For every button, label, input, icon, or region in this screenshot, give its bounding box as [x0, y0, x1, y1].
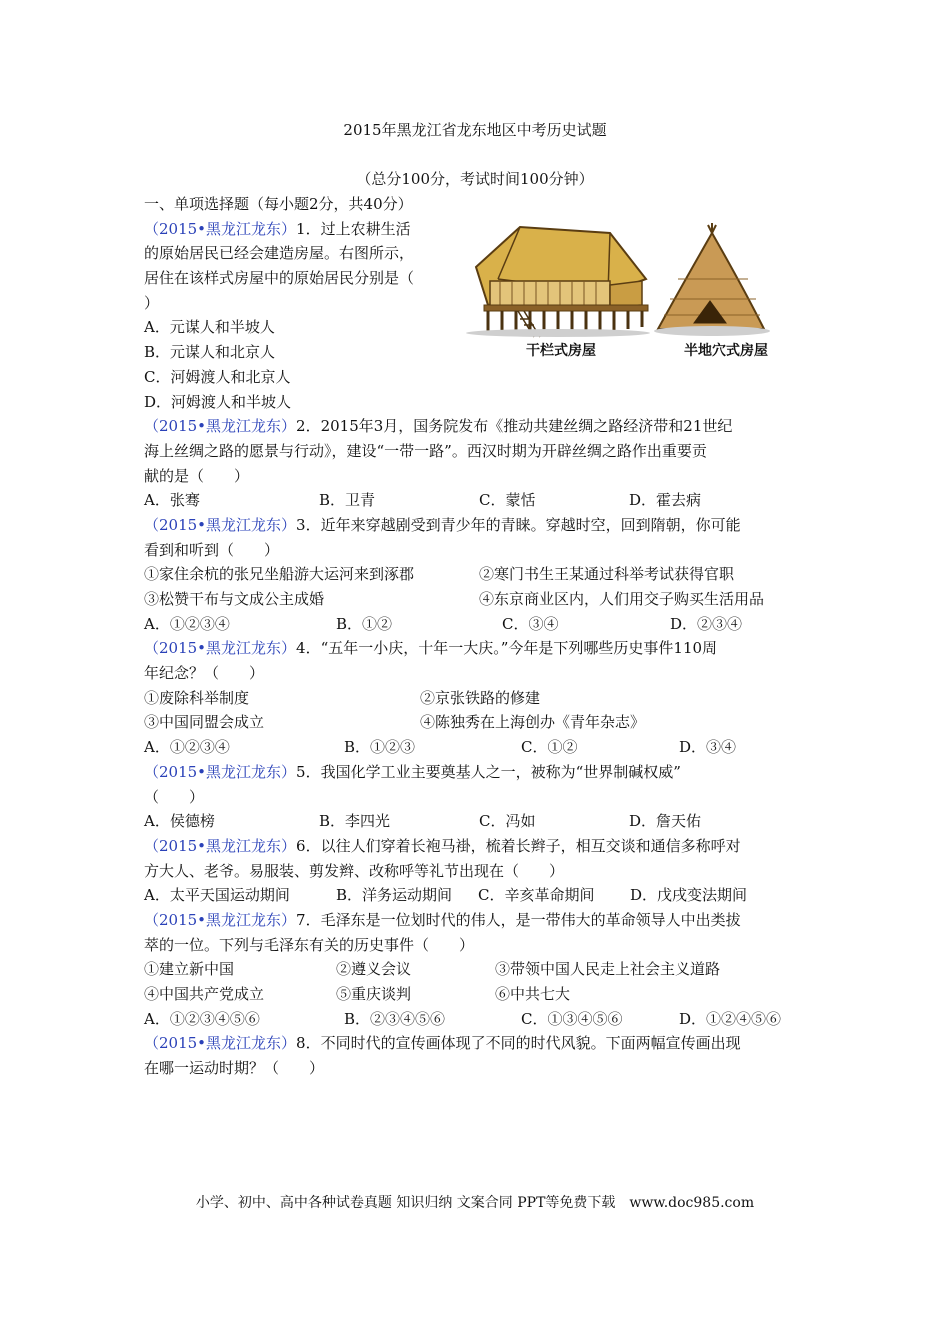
q3-option-a: A．①②③④ [144, 614, 230, 633]
q6-option-a: A．太平天国运动期间 [144, 886, 290, 905]
q5-options [144, 809, 809, 834]
q3-item-3: ③松赞干布与文成公主成婚 [144, 590, 325, 608]
q6-line-2: 方大人、老爷。易服装、剪发辫、改称呼等礼节出现在（ ） [144, 861, 565, 880]
page-title: 2015年黑龙江省龙东地区中考历史试题 [343, 121, 607, 139]
q7-line-1: （2015•黑龙江龙东）7．毛泽东是一位划时代的伟人，是一带伟大的革命领导人中出类拔 [144, 910, 741, 929]
q2-line-1: （2015•黑龙江龙东）2．2015年3月，国务院发布《推动共建丝绸之路经济带和21世纪 [144, 417, 733, 436]
q4-options [144, 735, 809, 760]
q3-items-row-2 [144, 587, 809, 612]
q7-options [144, 1007, 809, 1032]
q3-item-2: ②寒门书生王某通过科举考试获得官职 [479, 565, 735, 584]
caption-stilt-house: 干栏式房屋 [526, 343, 596, 359]
q4-line-2: 年纪念？（ ） [144, 664, 265, 683]
q3-item-1: ①家住余杭的张兄坐船游大运河来到涿郡 [144, 565, 415, 584]
q2-option-a: A．张骞 [144, 491, 200, 510]
q3-item-4: ④东京商业区内，人们用交子购买生活用品 [479, 590, 765, 608]
q4-option-d: D．③④ [679, 738, 737, 757]
page-subtitle: （总分100分，考试时间100分钟） [356, 170, 594, 188]
q7-option-a: A．①②③④⑤⑥ [144, 1009, 260, 1028]
q4-option-b: B．①②③ [344, 738, 416, 757]
q3-options [144, 612, 809, 637]
q7-items-row-1 [144, 957, 809, 982]
q7-option-d: D．①②④⑤⑥ [679, 1009, 782, 1028]
q7-line-2: 萃的一位。下列与毛泽东有关的历史事件（ ） [144, 935, 475, 954]
q6-option-d: D．戊戌变法期间 [630, 886, 748, 905]
q1-line-2: 的原始居民已经会建造房屋。右图所示， [144, 244, 415, 263]
page-footer: 小学、初中、高中各种试卷真题 知识归纳 文案合同 PPT等免费下载 www.doc985.com [195, 1195, 755, 1211]
q5-line-2: （ ） [144, 787, 205, 806]
q4-items-row-2 [144, 710, 809, 735]
source-tag: （2015•黑龙江龙东） [144, 219, 297, 238]
q4-item-1: ①废除科举制度 [144, 688, 250, 707]
q2-option-c: C．蒙恬 [479, 491, 536, 510]
q7-item-6: ⑥中共七大 [495, 985, 571, 1003]
q2-options [144, 488, 809, 513]
q4-option-a: A．①②③④ [144, 738, 230, 757]
source-tag: （2015•黑龙江龙东） [144, 515, 297, 534]
source-tag: （2015•黑龙江龙东） [144, 639, 297, 658]
q5-option-b: B．李四光 [319, 812, 391, 831]
q7-items-row-2 [144, 982, 809, 1007]
q4-option-c: C．①② [521, 738, 578, 757]
section-heading: 一、单项选择题（每小题2分，共40分） [144, 195, 413, 213]
q1-line-1: （2015•黑龙江龙东）1．过上农耕生活 [144, 219, 411, 238]
q5-option-c: C．冯如 [479, 812, 536, 831]
q5-line-1: （2015•黑龙江龙东）5．我国化学工业主要奠基人之一，被称为“世界制碱权威” [144, 762, 681, 781]
q3-option-d: D．②③④ [670, 614, 743, 633]
q1-option-d: D．河姆渡人和半坡人 [144, 392, 292, 411]
q7-item-5: ⑤重庆谈判 [336, 985, 412, 1003]
q7-item-1: ①建立新中国 [144, 960, 235, 979]
source-tag: （2015•黑龙江龙东） [144, 417, 297, 436]
q2-option-b: B．卫青 [319, 491, 376, 510]
q6-option-c: C．辛亥革命期间 [478, 886, 595, 905]
source-tag: （2015•黑龙江龙东） [144, 910, 297, 929]
q7-option-b: B．②③④⑤⑥ [344, 1009, 446, 1028]
source-tag: （2015•黑龙江龙东） [144, 1034, 297, 1053]
q7-item-4: ④中国共产党成立 [144, 985, 265, 1003]
q4-item-2: ②京张铁路的修建 [420, 688, 541, 707]
q7-option-c: C．①③④⑤⑥ [521, 1009, 623, 1028]
q5-option-a: A．侯德榜 [144, 812, 215, 831]
q6-options [144, 883, 809, 908]
q4-item-3: ③中国同盟会成立 [144, 713, 265, 732]
q2-line-3: 献的是（ ） [144, 466, 250, 485]
q7-item-3: ③带领中国人民走上社会主义道路 [495, 960, 721, 979]
q2-option-d: D．霍去病 [629, 491, 702, 510]
q4-item-4: ④陈独秀在上海创办《青年杂志》 [420, 713, 646, 732]
q8-line-2: 在哪一运动时期？（ ） [144, 1059, 325, 1078]
q4-line-1: （2015•黑龙江龙东）4．“五年一小庆，十年一大庆。”今年是下列哪些历史事件110周 [144, 639, 718, 658]
q2-line-2: 海上丝绸之路的愿景与行动》，建设“一带一路”。西汉时期为开辟丝绸之路作出重要贡 [144, 441, 707, 460]
q1-option-b: B．元谋人和北京人 [144, 343, 276, 362]
q7-item-2: ②遵义会议 [336, 960, 412, 979]
q8-line-1: （2015•黑龙江龙东）8．不同时代的宣传画体现了不同的时代风貌。下面两幅宣传画出现 [144, 1034, 741, 1053]
q3-option-c: C．③④ [502, 614, 559, 633]
q6-option-b: B．洋务运动期间 [336, 886, 453, 905]
q1-line-4: ） [144, 293, 160, 312]
q3-option-b: B．①② [336, 614, 393, 633]
source-tag: （2015•黑龙江龙东） [144, 762, 297, 781]
q3-line-2: 看到和听到（ ） [144, 540, 280, 559]
q5-option-d: D．詹天佑 [629, 812, 702, 831]
source-tag: （2015•黑龙江龙东） [144, 836, 297, 855]
q1-line-3: 居住在该样式房屋中的原始居民分别是（ [144, 269, 415, 288]
q3-line-1: （2015•黑龙江龙东）3．近年来穿越剧受到青少年的青睐。穿越时空，回到隋朝，你可能 [144, 515, 741, 534]
question-list [144, 192, 809, 1081]
q4-items-row-1 [144, 686, 809, 711]
q3-items-row-1 [144, 562, 809, 587]
q1-option-a: A．元谋人和半坡人 [144, 318, 275, 337]
q1-option-c: C．河姆渡人和北京人 [144, 367, 291, 386]
caption-pit-house: 半地穴式房屋 [684, 343, 768, 359]
q6-line-1: （2015•黑龙江龙东）6．以往人们穿着长袍马褂，梳着长辫子，相互交谈和通信多称呼对 [144, 836, 741, 855]
